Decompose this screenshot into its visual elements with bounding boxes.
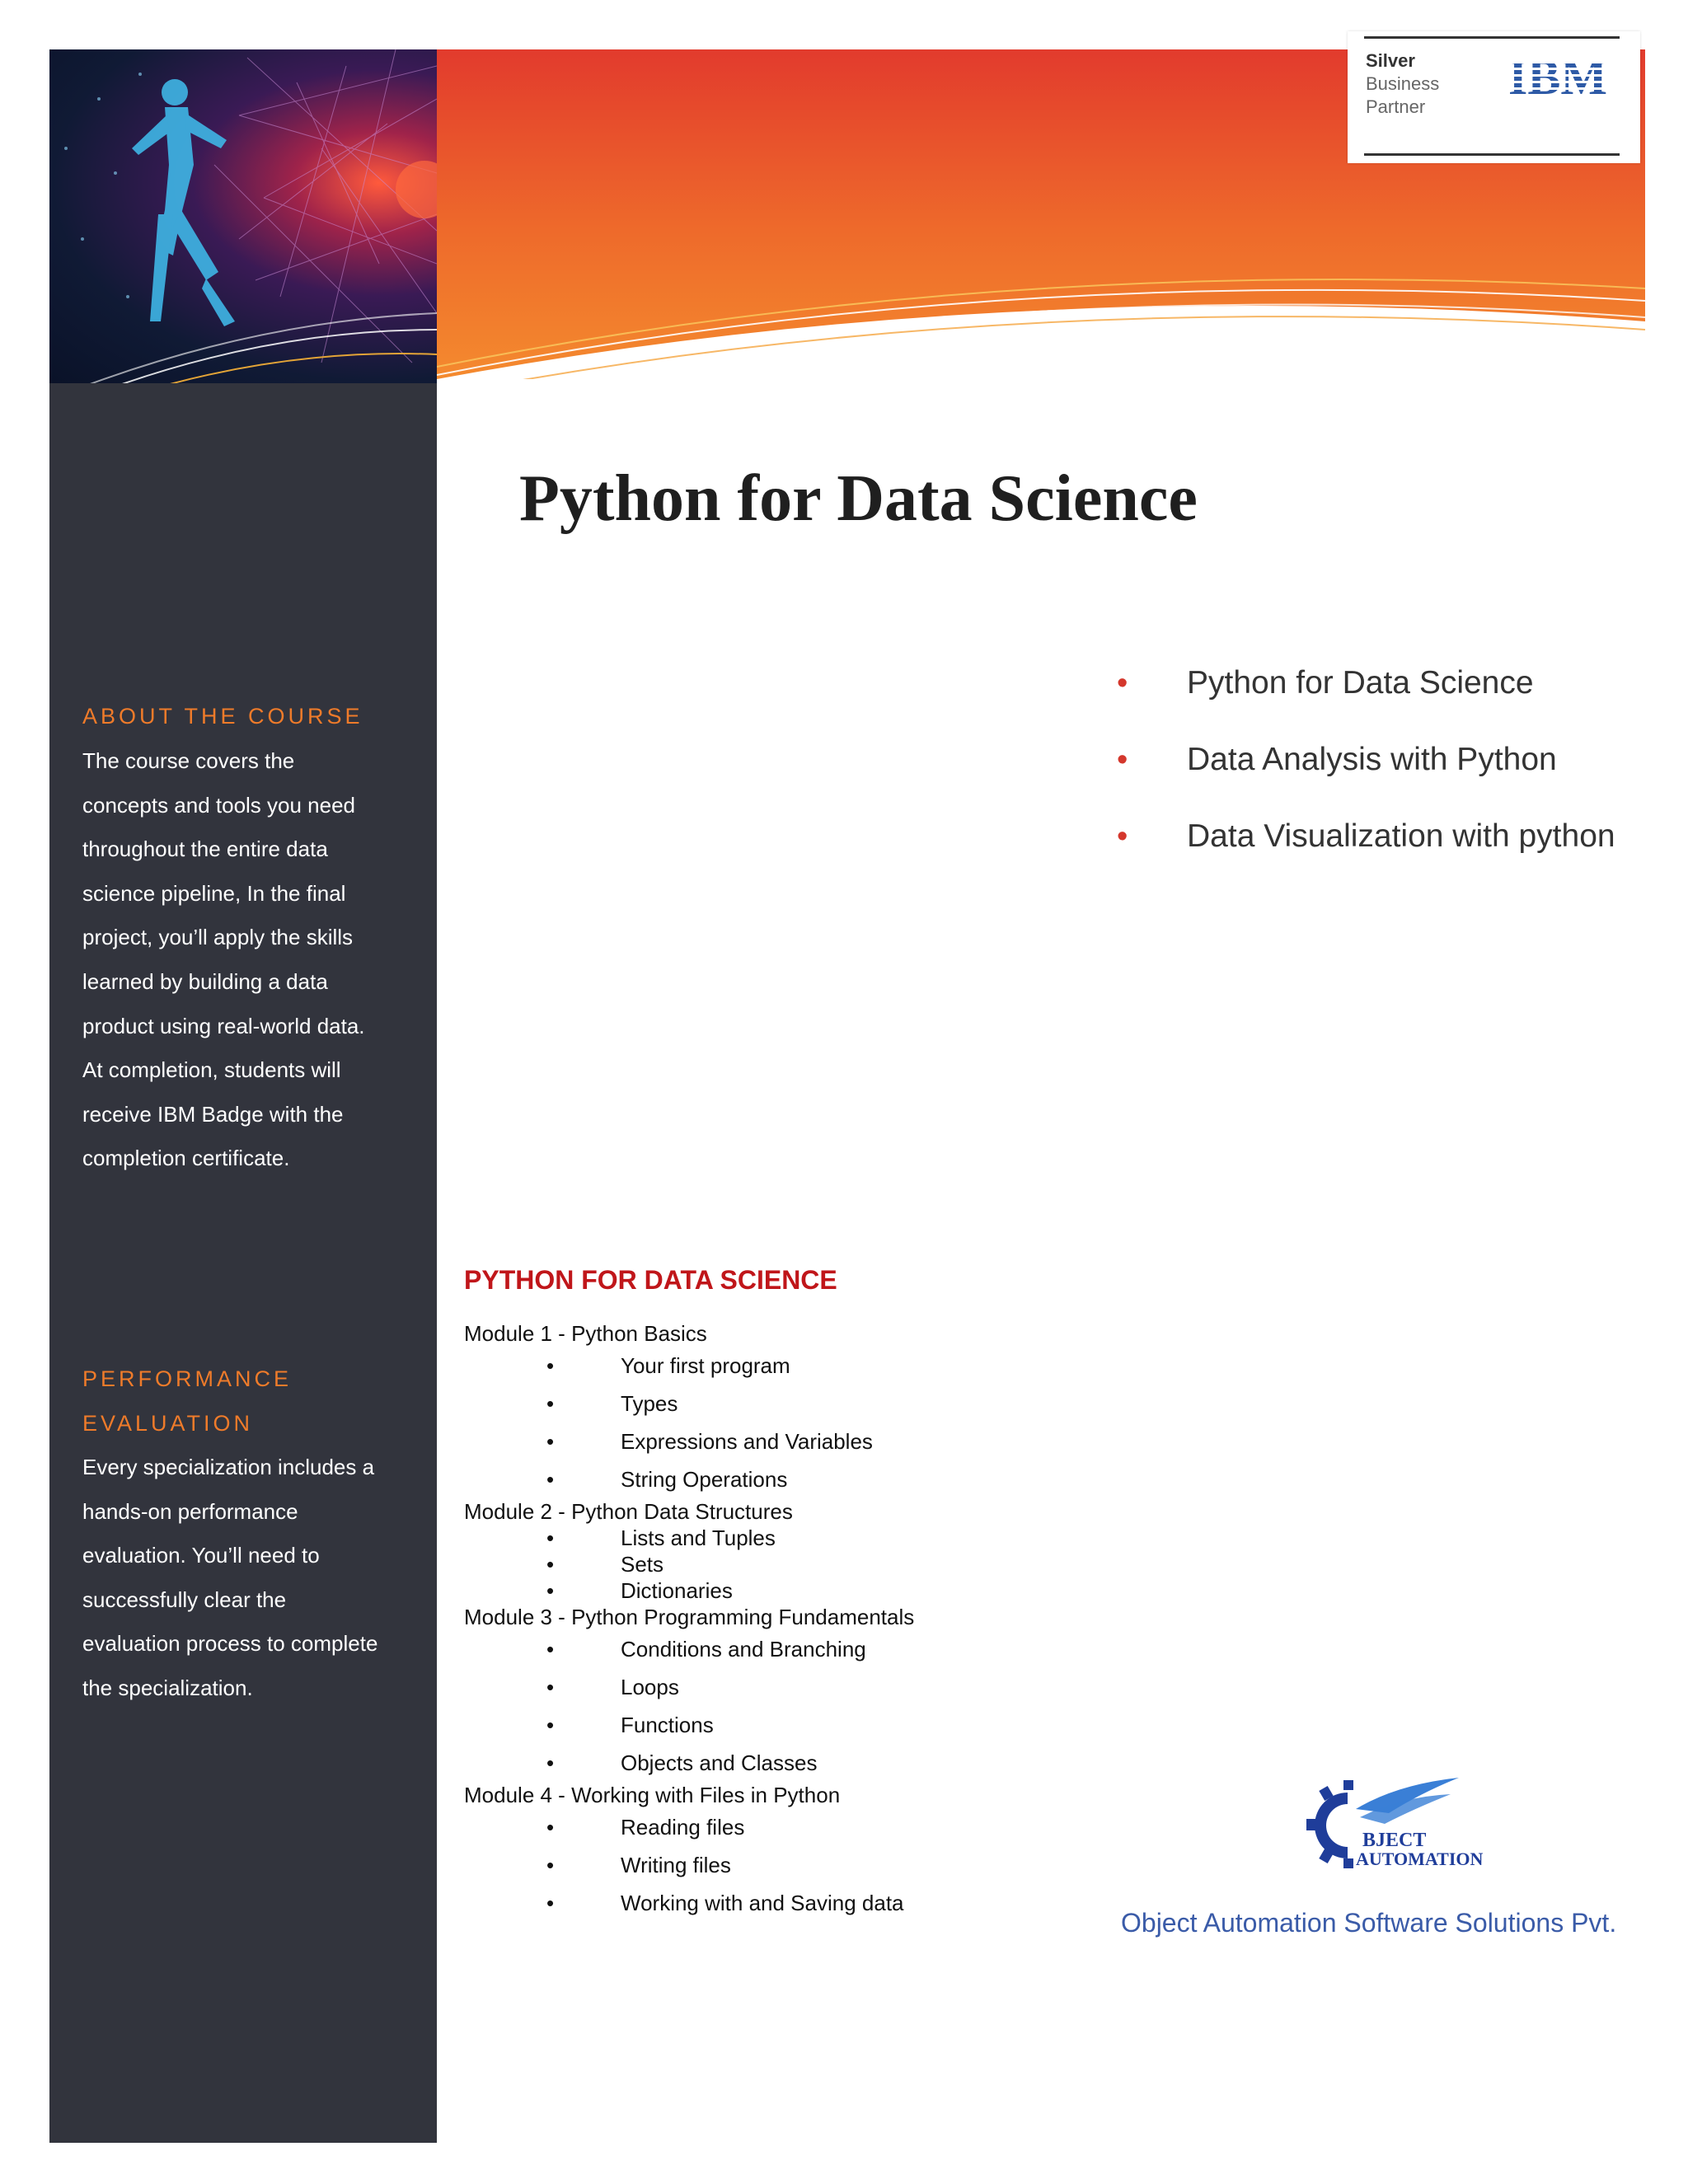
topic-item <box>464 1808 1041 1846</box>
about-line: product using real-world data. <box>82 1013 365 1038</box>
runner-illustration <box>49 49 437 383</box>
bullet-icon: • <box>546 1552 555 1577</box>
logo-word-object: BJECT <box>1362 1830 1427 1851</box>
about-line: science pipeline, In the final <box>82 880 346 906</box>
module-title: Module 4 - Working with Files in Python <box>464 1783 841 1807</box>
bullet-icon: • <box>546 1353 555 1378</box>
topic-text: Lists and Tuples <box>621 1526 776 1550</box>
curriculum <box>464 1320 1041 1922</box>
performance-line: hands-on performance <box>82 1498 298 1524</box>
bullet-icon: • <box>546 1578 555 1603</box>
badge-top-rule <box>1364 36 1620 39</box>
logo-word-automation: AUTOMATION <box>1356 1849 1484 1869</box>
bullet-icon: • <box>546 1891 555 1915</box>
topic-item <box>464 1347 1041 1385</box>
topic-item <box>464 1884 1041 1922</box>
highlight-text: Python for Data Science <box>1187 665 1534 701</box>
bullet-icon: • <box>546 1815 555 1840</box>
partner-tier: Silver <box>1366 50 1415 71</box>
partner-text <box>1366 49 1439 119</box>
hero-image <box>49 49 437 383</box>
topic-item <box>464 1668 1041 1706</box>
performance-line: successfully clear the <box>82 1586 287 1612</box>
bullet-icon: • <box>546 1713 555 1737</box>
ibm-logo <box>1508 53 1620 101</box>
about-line: project, you’ll apply the skills <box>82 925 354 950</box>
topic-item <box>464 1846 1041 1884</box>
topic-text: Objects and Classes <box>621 1750 818 1775</box>
about-line: receive IBM Badge with the <box>82 1101 344 1127</box>
about-line: learned by building a data <box>82 968 328 994</box>
topic-text: Dictionaries <box>621 1578 733 1603</box>
about-text <box>82 739 404 1181</box>
highlight-item <box>1117 817 1628 856</box>
topic-text: String Operations <box>621 1467 788 1492</box>
topic-text: Types <box>621 1391 678 1416</box>
about-heading: ABOUT THE COURSE <box>82 704 363 729</box>
page-title: Python for Data Science <box>519 462 1198 535</box>
section-title: PYTHON FOR DATA SCIENCE <box>464 1265 837 1295</box>
topic-item <box>464 1460 1041 1498</box>
bullet-icon: • <box>546 1391 555 1416</box>
bullet-icon: • <box>546 1637 555 1661</box>
bullet-icon: • <box>546 1675 555 1699</box>
topic-item <box>464 1630 1041 1668</box>
bullet-icon: • <box>546 1526 555 1550</box>
topic-item <box>464 1744 1041 1782</box>
partner-line-business: Business <box>1366 73 1440 94</box>
bullet-icon: • <box>1117 743 1128 777</box>
badge-bottom-rule <box>1364 153 1620 156</box>
bullet-icon: • <box>546 1853 555 1877</box>
module-title: Module 1 - Python Basics <box>464 1321 707 1346</box>
topic-item <box>464 1577 1041 1604</box>
bullet-icon: • <box>546 1467 555 1492</box>
performance-line: evaluation process to complete <box>82 1631 378 1657</box>
topic-item <box>464 1551 1041 1577</box>
ibm-partner-badge <box>1348 31 1640 163</box>
bullet-icon: • <box>1117 819 1128 854</box>
about-line: completion certificate. <box>82 1146 290 1171</box>
topic-text: Conditions and Branching <box>621 1637 866 1661</box>
topic-text: Functions <box>621 1713 714 1737</box>
topic-text: Working with and Saving data <box>621 1891 904 1915</box>
topic-item <box>464 1525 1041 1551</box>
topic-item <box>464 1385 1041 1422</box>
performance-text <box>82 1446 404 1711</box>
performance-line: evaluation. You’ll need to <box>82 1543 320 1568</box>
about-line: throughout the entire data <box>82 837 328 862</box>
highlight-text: Data Analysis with Python <box>1187 742 1557 777</box>
course-highlights <box>1117 663 1628 893</box>
module-title: Module 2 - Python Data Structures <box>464 1499 793 1524</box>
about-line: The course covers the <box>82 748 295 773</box>
object-automation-logo <box>1298 1776 1484 1871</box>
about-line: concepts and tools you need <box>82 792 356 818</box>
partner-line-partner: Partner <box>1366 96 1426 117</box>
topic-text: Expressions and Variables <box>621 1429 873 1454</box>
performance-heading-line1: PERFORMANCE <box>82 1366 293 1391</box>
bullet-icon: • <box>1117 666 1128 701</box>
highlight-text: Data Visualization with python <box>1187 818 1615 854</box>
topic-text: Sets <box>621 1552 664 1577</box>
topic-text: Writing files <box>621 1853 731 1877</box>
performance-line: the specialization. <box>82 1675 253 1700</box>
highlight-item <box>1117 740 1628 780</box>
performance-heading-line2: EVALUATION <box>82 1411 254 1436</box>
topic-item <box>464 1706 1041 1744</box>
highlight-item <box>1117 663 1628 703</box>
company-name: Object Automation Software Solutions Pvt. <box>1121 1908 1617 1938</box>
bullet-icon: • <box>546 1429 555 1454</box>
topic-text: Your first program <box>621 1353 790 1378</box>
bullet-icon: • <box>546 1750 555 1775</box>
topic-text: Loops <box>621 1675 679 1699</box>
performance-line: Every specialization includes a <box>82 1455 375 1479</box>
topic-text: Reading files <box>621 1815 745 1840</box>
topic-item <box>464 1422 1041 1460</box>
module-title: Module 3 - Python Programming Fundamentals <box>464 1605 915 1629</box>
about-line: At completion, students will <box>82 1057 341 1083</box>
